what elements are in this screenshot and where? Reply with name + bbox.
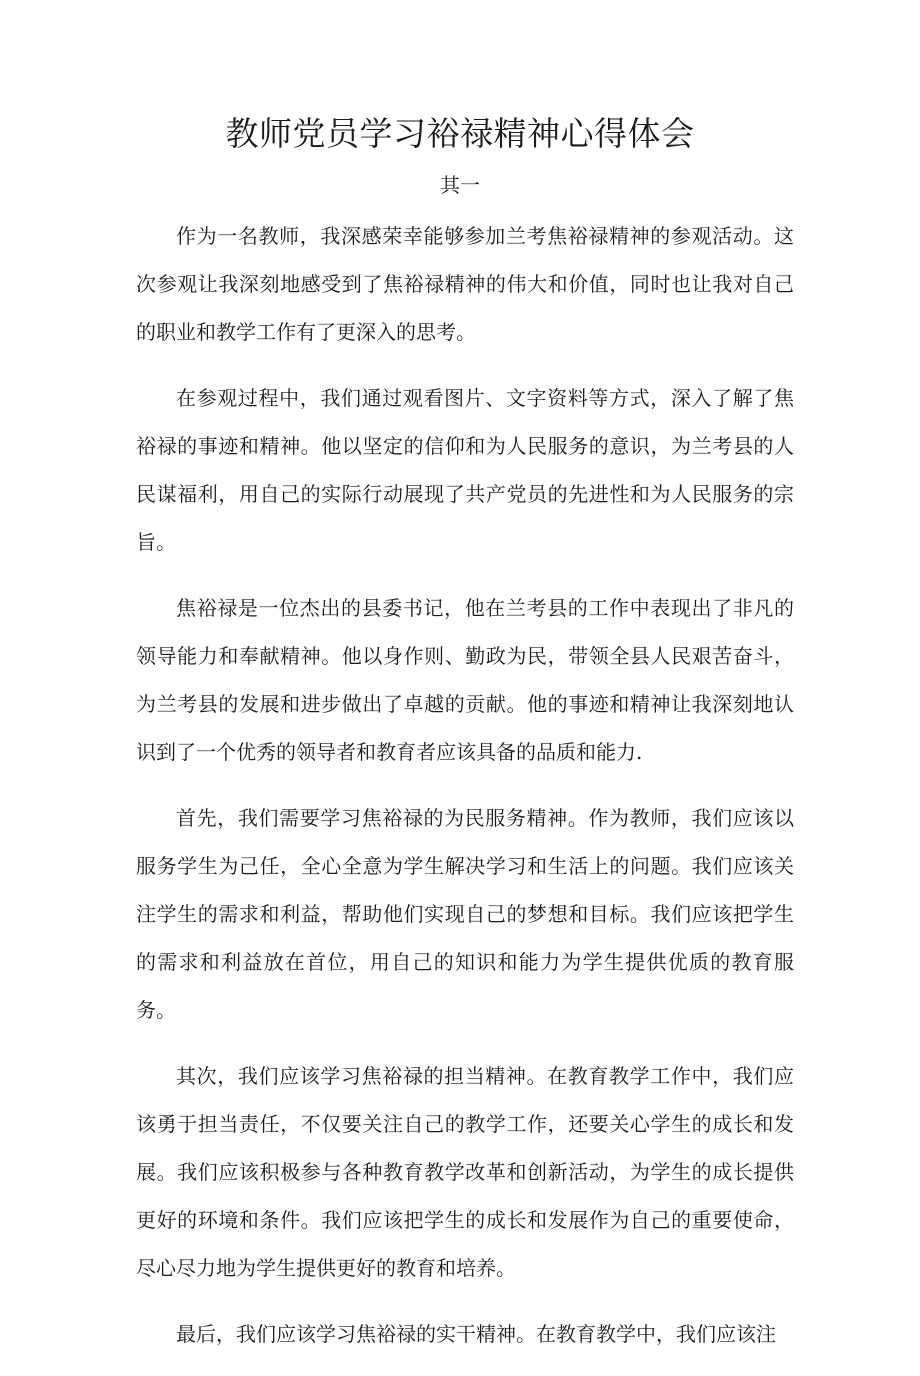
paragraph: 首先，我们需要学习焦裕禄的为民服务精神。作为教师，我们应该以服务学生为己任，全心全意为学生解决学习和生活上的问题。我们应该关注学生的需求和利益，帮助他们实现自己的梦想和目标。我们应该把学生的需求和利益放在首位，用自己的知识和能力为学生提供优质的教育服务。 — [136, 806, 794, 1022]
paragraph: 焦裕禄是一位杰出的县委书记，他在兰考县的工作中表现出了非凡的领导能力和奉献精神。他以身作则、勤政为民，带领全县人民艰苦奋斗，为兰考县的发展和进步做出了卓越的贡献。他的事迹和精神让我深刻地认识到了一个优秀的领导者和教育者应该具备的品质和能力. — [136, 596, 794, 764]
paragraph: 其次，我们应该学习焦裕禄的担当精神。在教育教学工作中，我们应该勇于担当责任，不仅要关注自己的教学工作，还要关心学生的成长和发展。我们应该积极参与各种教育教学改革和创新活动，为学生的成长提供更好的环境和条件。我们应该把学生的成长和发展作为自己的重要使命，尽心尽力地为学生提供更好的教育和培养。 — [136, 1064, 794, 1280]
paragraph: 在参观过程中，我们通过观看图片、文字资料等方式，深入了解了焦裕禄的事迹和精神。他以坚定的信仰和为人民服务的意识，为兰考县的人民谋福利，用自己的实际行动展现了共产党员的先进性和为人民服务的宗旨。 — [136, 386, 794, 554]
document-body — [136, 212, 794, 1376]
paragraph: 作为一名教师，我深感荣幸能够参加兰考焦裕禄精神的参观活动。这次参观让我深刻地感受到了焦裕禄精神的伟大和价值，同时也让我对自己的职业和教学工作有了更深入的思考。 — [136, 224, 794, 344]
paragraph: 最后，我们应该学习焦裕禄的实干精神。在教育教学中，我们应该注 — [176, 1322, 776, 1346]
page-title: 教师党员学习裕禄精神心得体会 — [225, 114, 695, 153]
section-subtitle: 其一 — [440, 173, 480, 197]
